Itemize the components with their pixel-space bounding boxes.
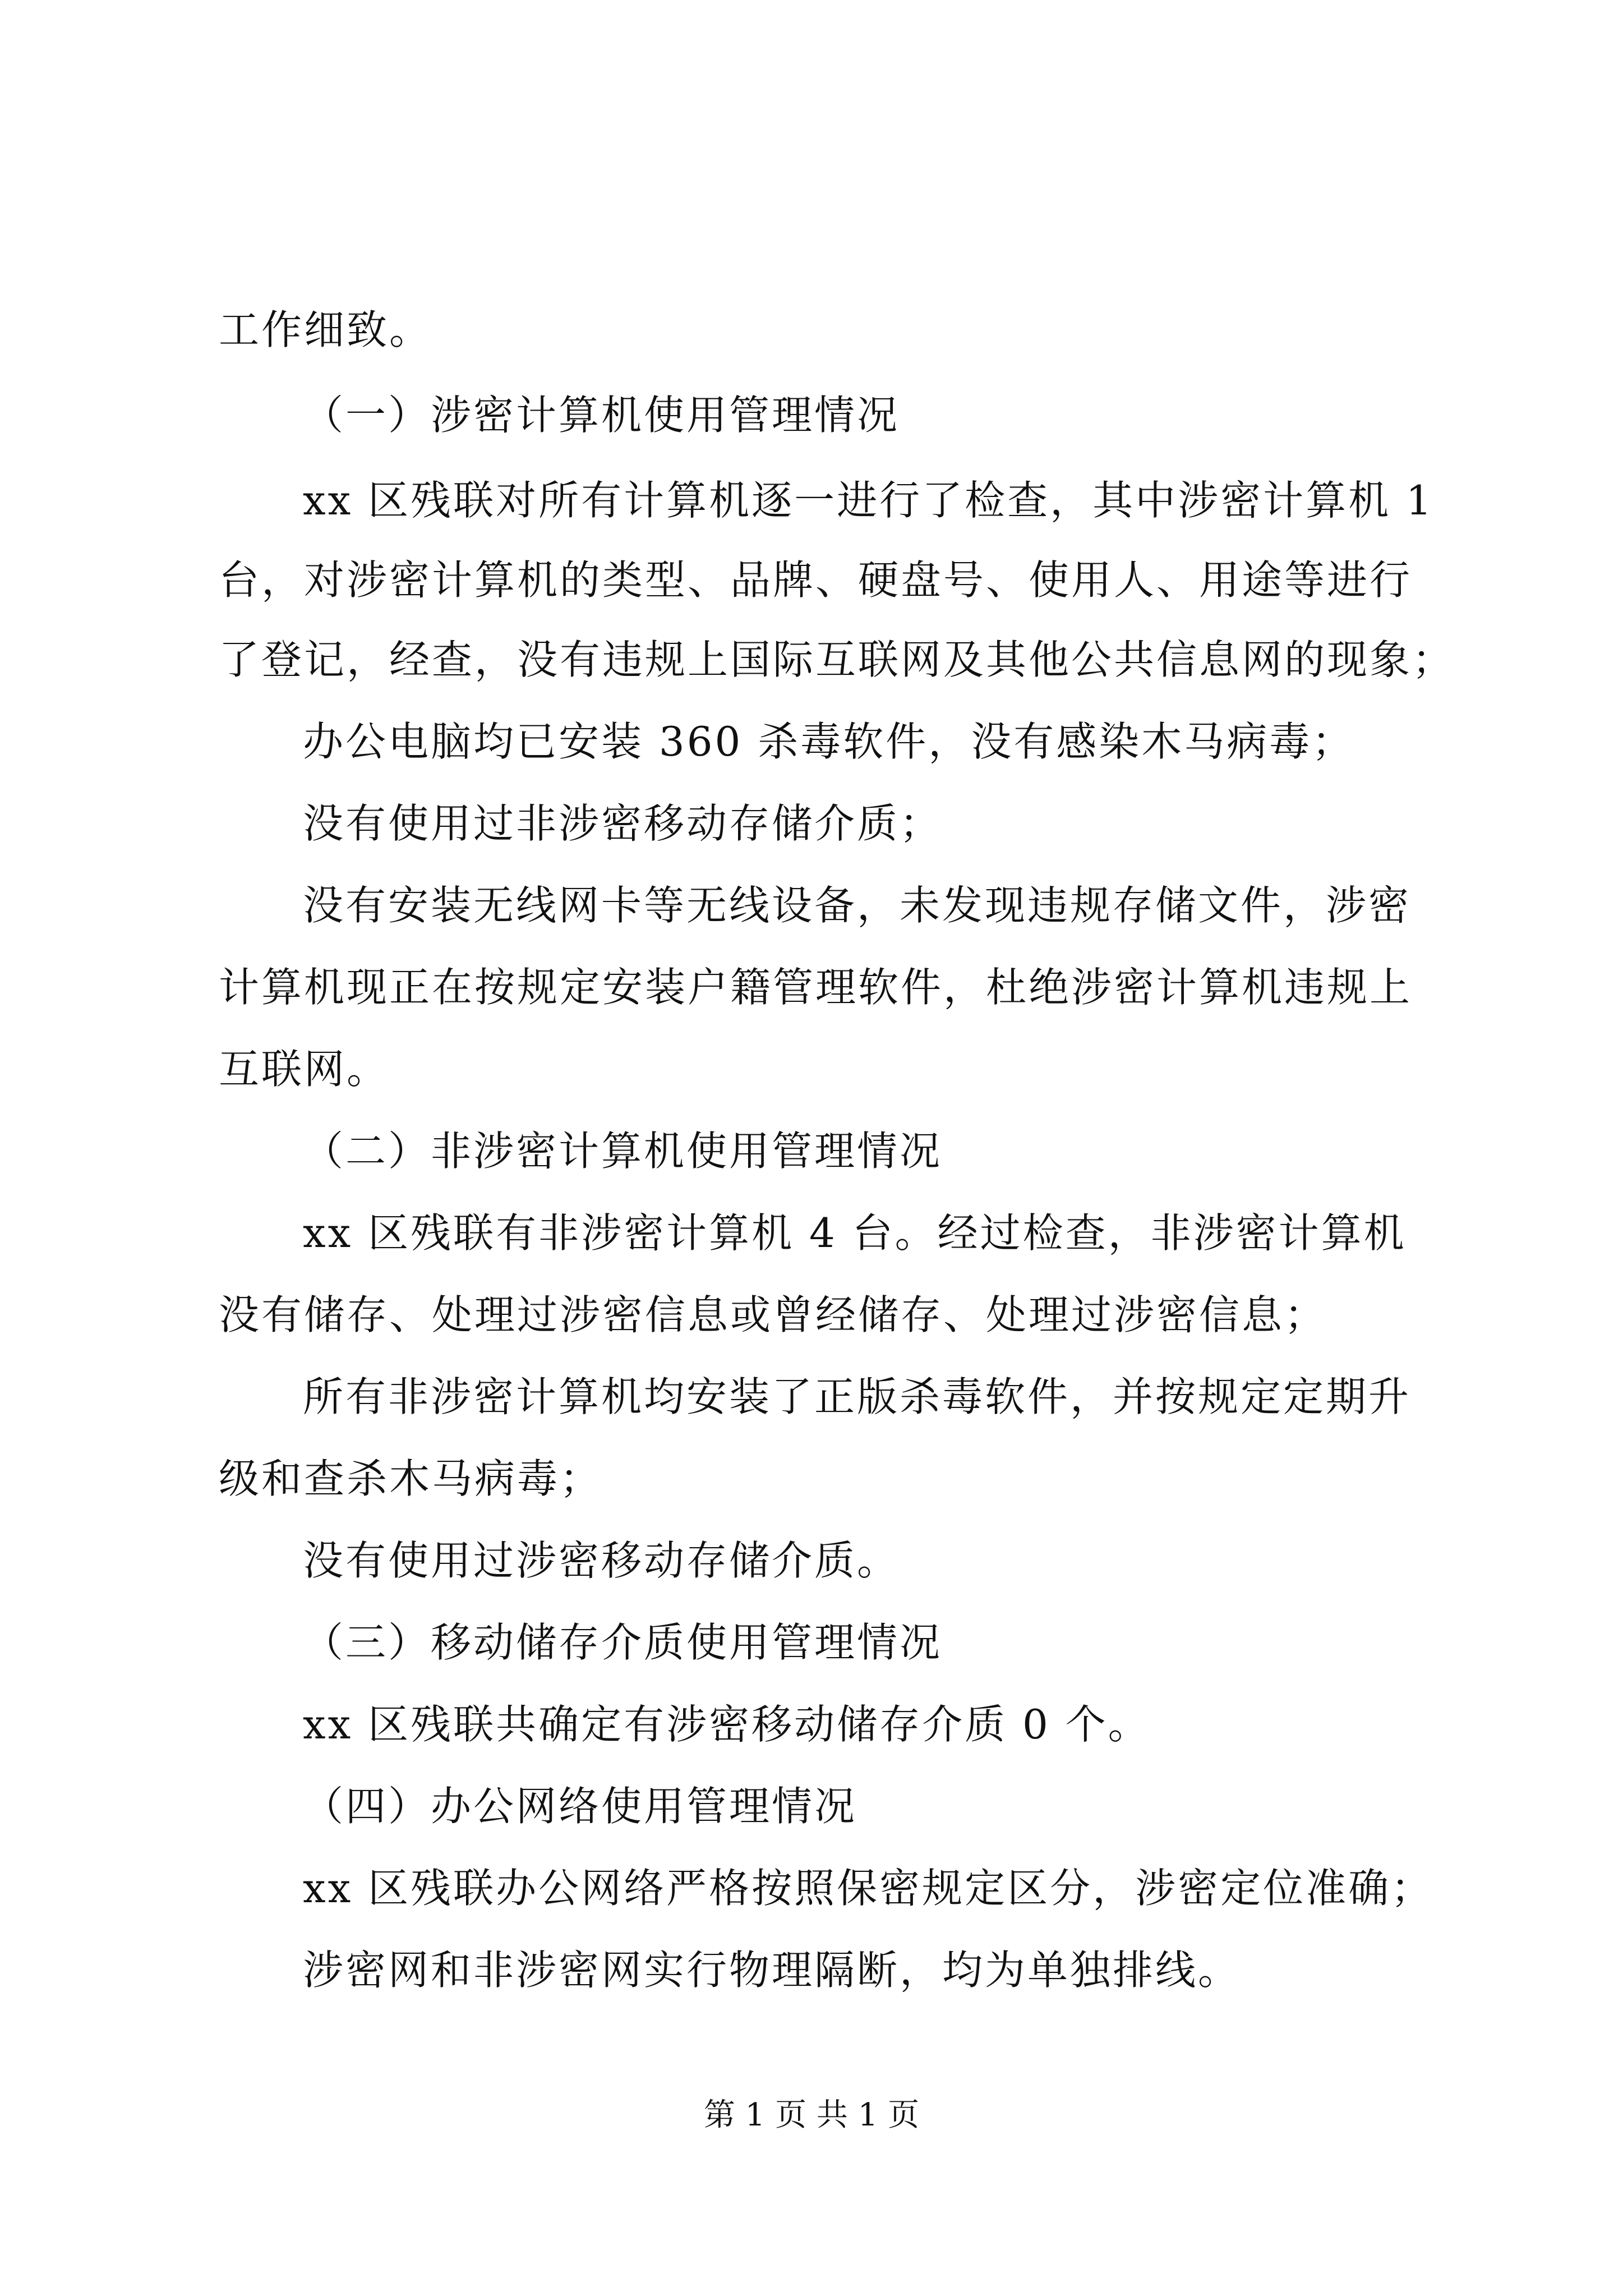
text-line: 没有安装无线网卡等无线设备，未发现违规存储文件，涉密 [303,882,1412,929]
text-line: xx 区残联共确定有涉密移动储存介质 0 个。 [303,1701,1151,1748]
section-heading-2: （二）非涉密计算机使用管理情况 [303,1128,943,1175]
text-line: 涉密网和非涉密网实行物理隔断，均为单独排线。 [303,1947,1241,1994]
text-line: xx 区残联办公网络严格按照保密规定区分，涉密定位准确； [303,1865,1434,1912]
text-line: xx 区残联有非涉密计算机 4 台。经过检查，非涉密计算机 [303,1209,1407,1257]
text-line: 了登记，经查，没有违规上国际互联网及其他公共信息网的现象； [219,636,1455,683]
section-heading-3: （三）移动储存介质使用管理情况 [303,1619,943,1666]
text-line: 台，对涉密计算机的类型、品牌、硬盘号、使用人、用途等进行 [219,556,1413,604]
text-line: 级和查杀木马病毒； [219,1455,603,1502]
text-line: 办公电脑均已安装 360 杀毒软件，没有感染木马病毒； [303,718,1355,765]
text-line: 所有非涉密计算机均安装了正版杀毒软件，并按规定定期升 [303,1373,1412,1420]
text-line: xx 区残联对所有计算机逐一进行了检查，其中涉密计算机 1 [303,477,1434,524]
text-line: 没有使用过非涉密移动存储介质； [303,800,943,847]
page-footer: 第 1 页 共 1 页 [703,2097,920,2133]
section-heading-1: （一）涉密计算机使用管理情况 [303,392,900,439]
text-line: 计算机现正在按规定安装户籍管理软件，杜绝涉密计算机违规上 [219,964,1413,1011]
text-line: 没有使用过涉密移动存储介质。 [303,1537,900,1584]
text-line: 工作细致。 [219,306,432,353]
section-heading-4: （四）办公网络使用管理情况 [303,1783,857,1830]
text-line: 没有储存、处理过涉密信息或曾经储存、处理过涉密信息； [219,1291,1327,1338]
text-line: 互联网。 [219,1046,390,1093]
